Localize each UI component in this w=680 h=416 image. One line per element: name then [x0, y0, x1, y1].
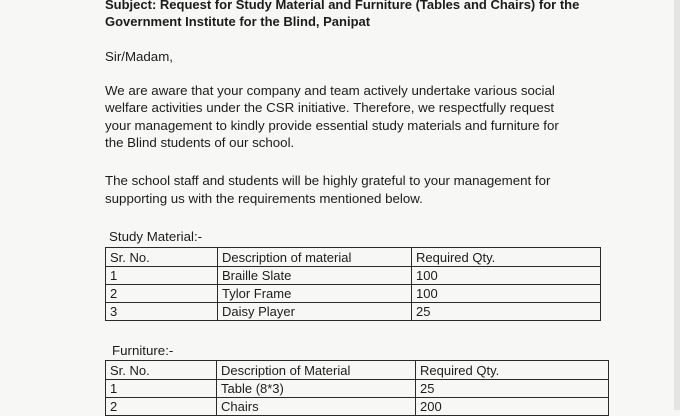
table-header-row — [106, 361, 609, 380]
study-material-table — [105, 247, 601, 321]
table-row — [106, 285, 601, 303]
paragraph-1-line-4: the Blind students of our school. — [105, 135, 295, 150]
header-required-qty: Required Qty. — [412, 248, 601, 267]
header-required-qty: Required Qty. — [416, 361, 609, 380]
cell-qty: 100 — [412, 285, 601, 303]
paragraph-2-line-2: supporting us with the requirements mentioned below. — [105, 191, 423, 206]
cell-description: Table (8*3) — [217, 380, 416, 398]
cell-qty: 25 — [412, 303, 601, 321]
table-row — [106, 267, 601, 285]
cell-sr-no: 1 — [106, 380, 217, 398]
study-material-label: Study Material:- — [109, 229, 203, 244]
paragraph-1-line-2: welfare activities under the CSR initiative. Therefore, we respectfully request — [105, 100, 555, 115]
salutation: Sir/Madam, — [105, 49, 173, 64]
header-description: Description of material — [218, 248, 412, 267]
furniture-table — [105, 360, 609, 416]
cell-description: Tylor Frame — [218, 285, 412, 303]
table-header-row — [106, 248, 601, 267]
header-description: Description of Material — [217, 361, 416, 380]
cell-sr-no: 2 — [106, 398, 217, 416]
subject-line-2: Government Institute for the Blind, Panipat — [105, 14, 371, 29]
header-sr-no: Sr. No. — [106, 361, 217, 380]
cell-description: Braille Slate — [218, 267, 412, 285]
furniture-label: Furniture:- — [112, 343, 174, 358]
paragraph-1-line-1: We are aware that your company and team actively undertake various social — [105, 83, 555, 98]
table-row — [106, 398, 609, 416]
cell-description: Chairs — [217, 398, 416, 416]
paragraph-2-line-1: The school staff and students will be highly grateful to your management for — [105, 173, 551, 188]
subject-line-1: Subject: Request for Study Material and Furniture (Tables and Chairs) for the — [105, 0, 580, 12]
table-row — [106, 303, 601, 321]
cell-description: Daisy Player — [218, 303, 412, 321]
scan-edge — [674, 0, 680, 410]
cell-qty: 25 — [416, 380, 609, 398]
cell-qty: 100 — [412, 267, 601, 285]
header-sr-no: Sr. No. — [106, 248, 218, 267]
table-row — [106, 380, 609, 398]
cell-qty: 200 — [416, 398, 609, 416]
cell-sr-no: 2 — [106, 285, 218, 303]
cell-sr-no: 1 — [106, 267, 218, 285]
paragraph-1-line-3: your management to kindly provide essential study materials and furniture for — [105, 118, 559, 133]
cell-sr-no: 3 — [106, 303, 218, 321]
